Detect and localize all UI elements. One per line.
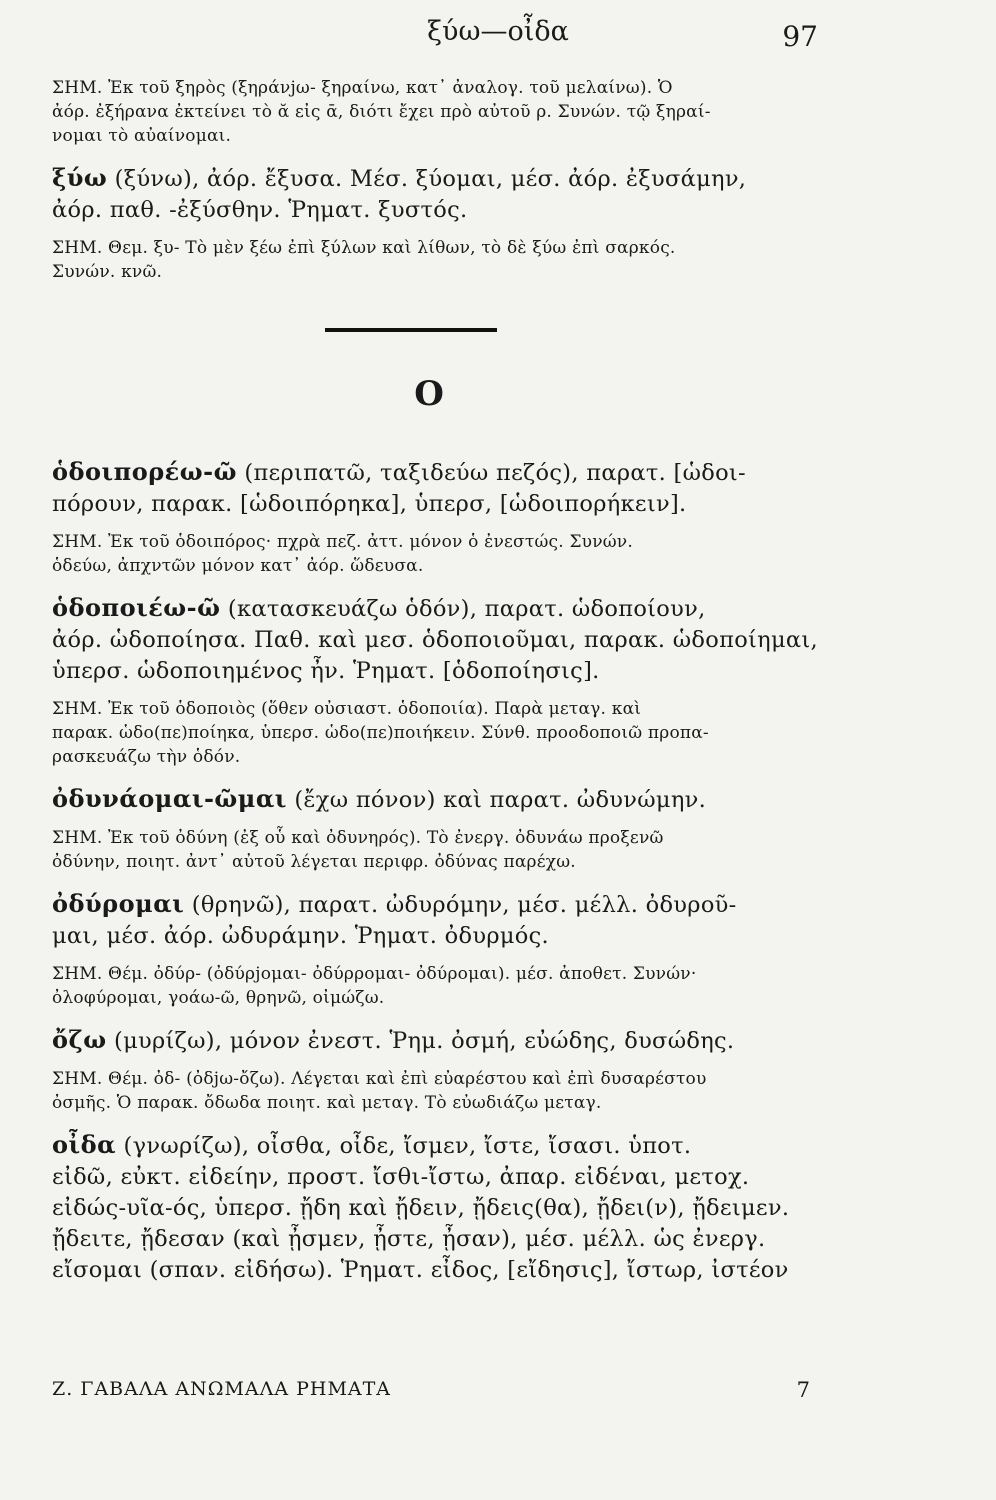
entry-lemma: ὁδοποιέω-ῶ [52, 593, 221, 622]
line-text: (κατασκευάζω ὁδόν), παρατ. ὡδοποίουν, [220, 596, 706, 622]
line-text: ὑπερσ. ὡδοποιημένος ἦν. Ῥηματ. [ὁδοποίησις]. [52, 658, 600, 684]
line-text: ΣΗΜ. Ἐκ τοῦ ξηρὸς (ξηράνjω- ξηραίνω, κατ᾽ ἀναλογ. τοῦ μελαίνω). Ὁ [52, 78, 673, 98]
note-line [52, 986, 822, 1010]
line-text: (ἔχω πόνον) καὶ παρατ. ὠδυνώμην. [286, 787, 707, 813]
entry-lemma: ὁδοιπορέω-ῶ [52, 457, 237, 486]
line-text: (ξύνω), ἀόρ. ἔξυσα. Μέσ. ξύομαι, μέσ. ἀόρ. ἐξυσάμην, [107, 166, 747, 192]
entry-line [52, 1255, 822, 1286]
entry-line [52, 195, 822, 226]
line-text: ἀόρ. παθ. -ἐξύσθην. Ῥηματ. ξυστός. [52, 197, 468, 223]
entry-line [52, 489, 822, 520]
page-footer [52, 1378, 822, 1408]
line-text: ὀσμῆς. Ὁ παρακ. ὄδωδα ποιητ. καὶ μεταγ. Τὸ εὐωδιάζω μεταγ. [52, 1093, 602, 1113]
entry-lemma: ὀδυνάομαι-ῶμαι [52, 784, 287, 813]
entry-line [52, 1024, 822, 1057]
note-line [52, 826, 822, 850]
line-text: εἴσομαι (σπαν. εἰδήσω). Ῥηματ. εἶδος, [εἴδησις], ἴστωρ, ἰστέον [52, 1257, 789, 1283]
entry-line [52, 1162, 822, 1193]
line-text: εἰδώς-υῖα-ός, ὑπερσ. ᾔδη καὶ ᾔδειν, ᾔδεις(θα), ᾔδει(ν), ᾔδειμεν. [52, 1195, 790, 1221]
note-line [52, 721, 822, 745]
section-heading [52, 328, 822, 414]
page-number: 97 [782, 20, 818, 53]
entry-line [52, 783, 822, 816]
line-text: ΣΗΜ. Θεμ. ξυ- Τὸ μὲν ξέω ἐπὶ ξύλων καὶ λίθων, τὸ δὲ ξύω ἐπὶ σαρκός. [52, 238, 676, 258]
line-text: ὀλοφύρομαι, γοάω-ῶ, θρηνῶ, οἰμώζω. [52, 988, 385, 1008]
dictionary-entry [52, 769, 822, 816]
entry-line [52, 921, 822, 952]
note-line [52, 1067, 822, 1091]
dictionary-entry [52, 1010, 822, 1057]
line-text: ΣΗΜ. Ἐκ τοῦ ὀδύνη (ἐξ οὗ καὶ ὀδυνηρός). Τὸ ἐνεργ. ὀδυνάω προξενῶ [52, 828, 664, 848]
grammar-note [52, 226, 822, 284]
note-line [52, 100, 822, 124]
entry-line [52, 1129, 822, 1162]
running-head [0, 16, 996, 56]
line-text: ἀόρ. ὡδοποίησα. Παθ. καὶ μεσ. ὁδοποιοῦμαι, παρακ. ὡδοποίημαι, [52, 627, 818, 653]
entry-line [52, 1193, 822, 1224]
grammar-note [52, 1057, 822, 1115]
note-line [52, 1091, 822, 1115]
line-text: Συνών. κνῶ. [52, 262, 163, 282]
entry-line [52, 162, 822, 195]
dictionary-entry [52, 874, 822, 952]
line-text: εἰδῶ, εὐκτ. εἰδείην, προστ. ἴσθι-ἴστω, ἀπαρ. εἰδέναι, μετοχ. [52, 1164, 750, 1190]
footer-book-title: Ζ. ΓΑΒΑΛΑ ΑΝΩΜΑΛΑ ΡΗΜΑΤΑ [52, 1378, 392, 1400]
line-text: ἀόρ. ἐξήρανα ἐκτείνει τὸ ᾰ εἰς ᾱ, διότι ἔχει πρὸ αὐτοῦ ρ. Συνών. τῷ ξηραί- [52, 102, 711, 122]
note-line [52, 962, 822, 986]
entry-line [52, 625, 822, 656]
note-line [52, 260, 822, 284]
line-text: (γνωρίζω), οἶσθα, οἶδε, ἴσμεν, ἴστε, ἴσασι. ὑποτ. [116, 1133, 692, 1159]
line-text: ΣΗΜ. Θέμ. ὀδύρ- (ὀδύρjομαι- ὀδύρρομαι- ὀδύρομαι). μέσ. ἀποθετ. Συνών· [52, 964, 697, 984]
note-line [52, 850, 822, 874]
dictionary-entry [52, 1115, 822, 1286]
note-line [52, 745, 822, 769]
grammar-note [52, 66, 822, 148]
page-body [52, 66, 822, 1286]
line-text: ΣΗΜ. Ἐκ τοῦ ὁδοιπόρος· πχρὰ πεζ. ἀττ. μόνον ὁ ἐνεστώς. Συνών. [52, 532, 633, 552]
grammar-note [52, 816, 822, 874]
note-line [52, 124, 822, 148]
entry-line [52, 656, 822, 687]
grammar-note [52, 520, 822, 578]
line-text: (περιπατῶ, ταξιδεύω πεζός), παρατ. [ὡδοι- [236, 460, 746, 486]
entry-lemma: ξύω [52, 163, 108, 192]
grammar-note [52, 952, 822, 1010]
line-text: ᾔδειτε, ᾔδεσαν (καὶ ᾖσμεν, ᾖστε, ᾖσαν), μέσ. μέλλ. ὡς ἐνεργ. [52, 1226, 766, 1252]
line-text: (θρηνῶ), παρατ. ὠδυρόμην, μέσ. μέλλ. ὀδυροῦ- [184, 892, 737, 918]
line-text: πόρουν, παρακ. [ὡδοιπόρηκα], ὑπερσ, [ὡδοιπορήκειν]. [52, 491, 687, 517]
entry-line [52, 456, 822, 489]
note-line [52, 236, 822, 260]
entry-line [52, 888, 822, 921]
section-letter: Ο [414, 374, 444, 414]
line-text: παρακ. ὡδο(πε)ποίηκα, ὑπερσ. ὡδο(πε)ποιήκειν. Σύνθ. προοδοποιῶ προπα- [52, 723, 709, 743]
dictionary-entry [52, 148, 822, 226]
line-text: (μυρίζω), μόνον ἐνεστ. Ῥημ. ὀσμή, εὐώδης, δυσώδης. [106, 1028, 735, 1054]
running-head-title: ξύω—οἶδα [427, 16, 569, 47]
note-line [52, 554, 822, 578]
dictionary-entry [52, 578, 822, 687]
entry-line [52, 1224, 822, 1255]
line-text: ΣΗΜ. Ἐκ τοῦ ὁδοποιὸς (ὅθεν οὐσιαστ. ὁδοποιία). Παρὰ μεταγ. καὶ [52, 699, 642, 719]
entry-line [52, 592, 822, 625]
line-text: ρασκευάζω τὴν ὁδόν. [52, 747, 241, 767]
line-text: νομαι τὸ αὐαίνομαι. [52, 126, 232, 146]
note-line [52, 530, 822, 554]
note-line [52, 76, 822, 100]
entry-lemma: ὄζω [52, 1025, 107, 1054]
section-rule [325, 328, 497, 332]
entry-lemma: ὀδύρομαι [52, 889, 185, 918]
line-text: μαι, μέσ. ἀόρ. ὠδυράμην. Ῥηματ. ὀδυρμός. [52, 923, 549, 949]
footer-signature-number: 7 [796, 1378, 810, 1402]
dictionary-entry [52, 442, 822, 520]
line-text: ΣΗΜ. Θέμ. ὀδ- (ὀδjω-ὄζω). Λέγεται καὶ ἐπὶ εὐαρέστου καὶ ἐπὶ δυσαρέστου [52, 1069, 707, 1089]
line-text: ὁδεύω, ἀπχντῶν μόνον κατ᾽ ἀόρ. ὥδευσα. [52, 556, 424, 576]
grammar-note [52, 687, 822, 769]
line-text: ὀδύνην, ποιητ. ἀντ᾽ αὐτοῦ λέγεται περιφρ. ὀδύνας παρέχω. [52, 852, 576, 872]
entry-lemma: οἶδα [52, 1130, 117, 1159]
note-line [52, 697, 822, 721]
